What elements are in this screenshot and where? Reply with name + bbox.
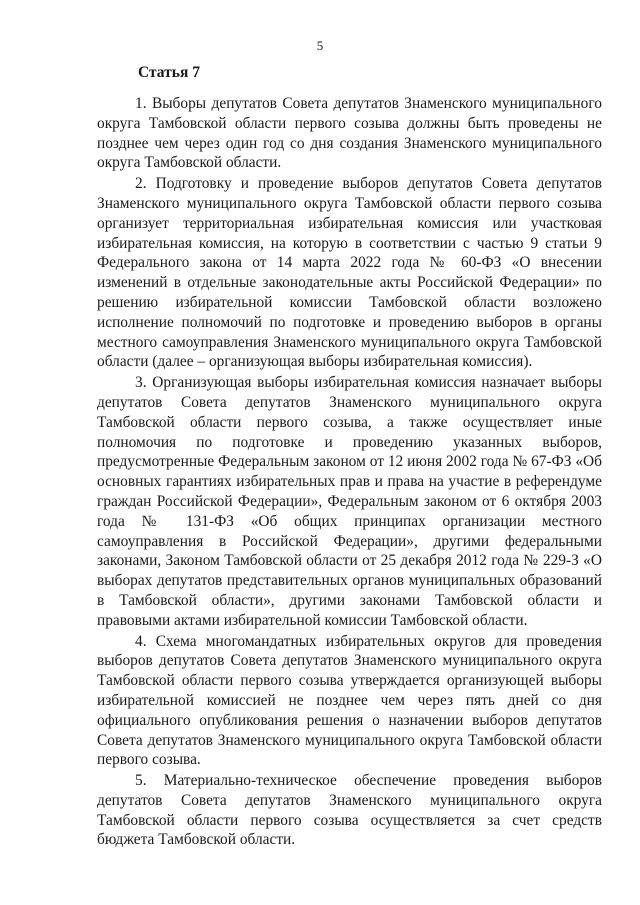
paragraph-5: 5. Материально-техническое обеспечение проведения выборов депутатов Совета депутатов Знаменского муниципального округа Тамбовской области первого созыва осуществляется за счет средств бюджета Тамбовской области.	[97, 772, 602, 849]
article-body	[97, 94, 602, 851]
paragraph-2: 2. Подготовку и проведение выборов депутатов Совета депутатов Знаменского муниципального округа Тамбовской области первого созыва организует территориальная избирательная комиссия или участковая избирательная комиссия, на которую в соответствии с частью 9 статьи 9 Федерального закона от 14 марта 2022 года № 60-ФЗ «О внесении изменений в отдельные законодательные акты Российской Федерации» по решению избирательной комиссии Тамбовской области возложено исполнение полномочий по подготовке и проведению выборов в органы местного самоуправления Знаменского муниципального округа Тамбовской области (далее – организующая выборы избирательная комиссия).	[97, 175, 602, 371]
paragraph-4: 4. Схема многомандатных избирательных округов для проведения выборов депутатов Совета депутатов Знаменского муниципального округа Тамбовской области первого созыва утверждается организующей выборы избирательной комиссией не позднее чем через пять дней со дня официального опубликования решения о назначении выборов депутатов Совета депутатов Знаменского муниципального округа Тамбовской области первого созыва.	[97, 632, 602, 769]
article-heading: Статья 7	[138, 64, 200, 81]
page-number: 5	[316, 38, 324, 53]
paragraph-1: 1. Выборы депутатов Совета депутатов Знаменского муниципального округа Тамбовской области первого созыва должны быть проведены не позднее чем через один год со дня создания Знаменского муниципального округа Тамбовской области.	[97, 95, 602, 172]
paragraph-3: 3. Организующая выборы избирательная комиссия назначает выборы депутатов Совета депутатов Знаменского муниципального округа Тамбовской области первого созыва, а также осуществляет иные полномочия по подготовке и проведению указанных выборов, предусмотренные Федеральным законом от 12 июня 2002 года № 67-ФЗ «Об основных гарантиях избирательных прав и права на участие в референдуме граждан Российской Федерации», Федеральным законом от 6 октября 2003 года № 131-ФЗ «Об общих принципах организации местного самоуправления в Российской Федерации», другими федеральными законами, Законом Тамбовской области от 25 декабря 2012 года № 229-З «О выборах депутатов представительных органов муниципальных образований в Тамбовской области», другими законами Тамбовской области и правовыми актами избирательной комиссии Тамбовской области.	[97, 374, 602, 629]
